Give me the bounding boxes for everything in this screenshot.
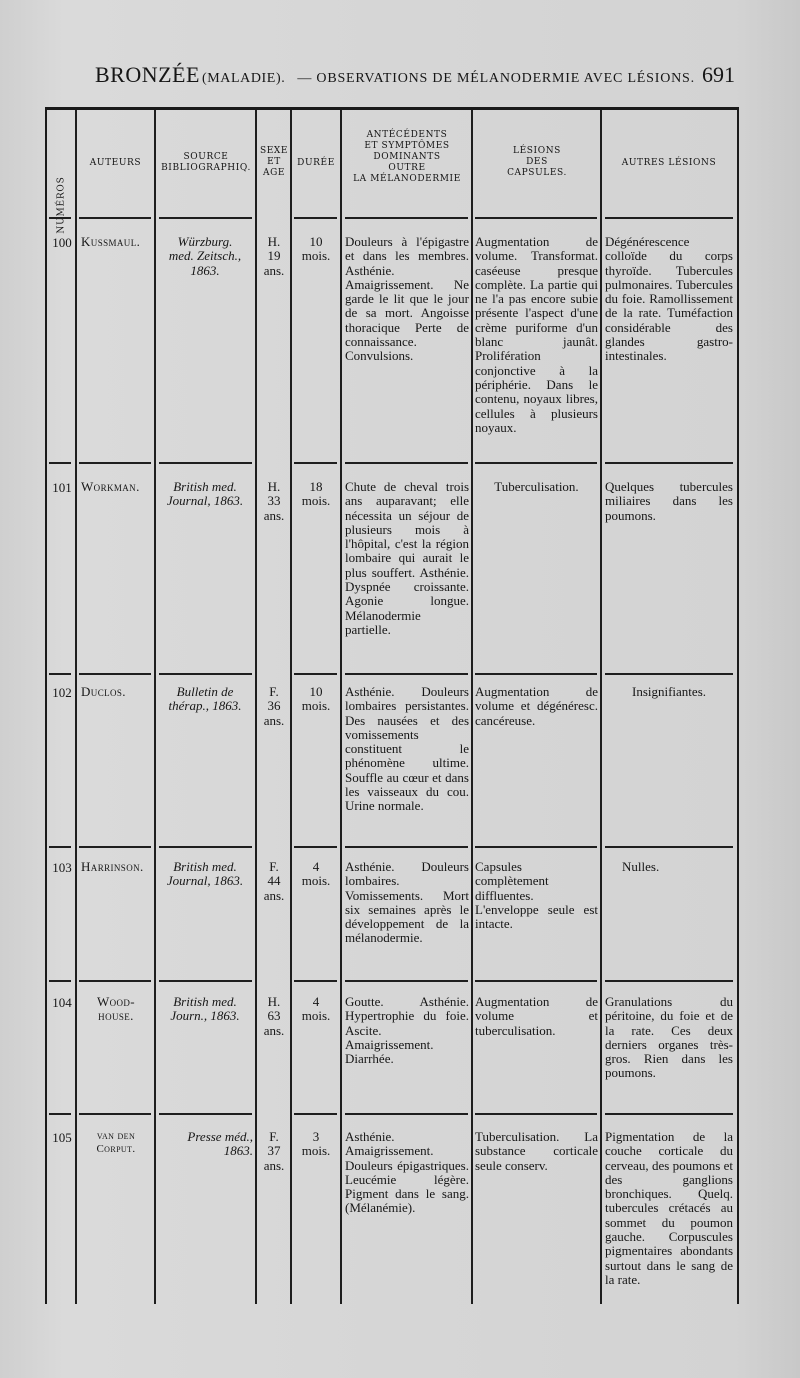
row-source: Würzburg. med. Zeitsch., 1863. (168, 234, 242, 278)
row-sex-age: H. 63 ans. (263, 994, 285, 1038)
row-sex-age: H. 19 ans. (263, 234, 285, 278)
row-source: Presse méd., 1863. (187, 1129, 253, 1159)
row-other-lesions: Quelques tubercules miliaires dans les poumons. (605, 479, 733, 523)
row-sex-age: F. 37 ans. (263, 1129, 285, 1173)
column-header-auteurs: AUTEURS (89, 158, 142, 168)
row-antecedents: Chute de cheval trois ans auparavant; elle nécessita un séjour de plusieurs mois à l'hôpital, c'est la région lombaire qui aurait le plus souffert. Asthénie. Dyspnée croissante. Agonie longue. Mélanodermie partielle. (345, 479, 469, 637)
row-number: 105 (52, 1130, 72, 1145)
row-capsule-lesions: Capsules complètement diffluentes. L'enveloppe seule est intacte. (475, 859, 598, 932)
row-duration: 4 mois. (301, 859, 331, 889)
row-number: 101 (52, 480, 72, 495)
row-author: Workman. (81, 479, 140, 494)
row-antecedents: Douleurs à l'épigastre et dans les membres. Asthénie. Amaigrissement. Ne garde le lit que le jour de sa mort. Angoisse thoracique Perte de connaissance. Convulsions. (345, 234, 469, 364)
row-antecedents: Asthénie. Amaigrissement. Douleurs épigastriques. Leucémie légère. Pigment dans le sang. (Mélanémie). (345, 1129, 469, 1216)
row-sex-age: F. 36 ans. (263, 684, 285, 728)
row-capsule-lesions: Augmentation de volume et dégénéresc. cancéreuse. (475, 684, 598, 728)
row-antecedents: Goutte. Asthénie. Hypertrophie du foie. Ascite. Amaigrissement. Diarrhée. (345, 994, 469, 1067)
row-number: 102 (52, 685, 72, 700)
column-header-sexe-age: SEXE ET AGE (259, 146, 289, 178)
row-other-lesions: Pigmentation de la couche corticale du cerveau, des poumons et des ganglions bronchiques. Quelq. tubercules crétacés au sommet du poumon gauche. Corpuscules pigmentaires abondants surtout dans le sang de la rate. (605, 1129, 733, 1287)
row-duration: 10 mois. (301, 684, 331, 714)
column-divider (340, 110, 342, 1304)
column-header-duree: DURÉE (297, 158, 335, 168)
header-subtitle: — OBSERVATIONS DE MÉLANODERMIE AVEC LÉSIONS. (297, 71, 695, 86)
row-author: Kussmaul. (81, 234, 141, 249)
column-divider (75, 110, 77, 1304)
header-title: BRONZÉE (95, 62, 200, 87)
row-source: Bulletin de thérap., 1863. (168, 684, 242, 714)
page-number: 691 (702, 62, 735, 87)
column-header-numeros: NUMÉROS (57, 176, 68, 234)
column-header-antecedents: ANTÉCÉDENTS ET SYMPTÔMES DOMINANTS OUTRE LA MÉLANODERMIE (353, 130, 461, 184)
row-other-lesions: Dégénérescence colloïde du corps thyroïde. Tubercules pulmonaires. Tubercules du foie. Ramollissement de la rate. Tuméfaction considérable des glandes gastro-intestinales. (605, 234, 733, 364)
row-author: Wood- house. (96, 994, 136, 1024)
row-duration: 10 mois. (301, 234, 331, 264)
row-author: Harrinson. (81, 859, 144, 874)
column-divider (600, 110, 602, 1304)
column-divider (154, 110, 156, 1304)
column-header-lesions: LÉSIONS DES CAPSULES. (507, 146, 567, 178)
row-number: 104 (52, 995, 72, 1010)
row-duration: 18 mois. (301, 479, 331, 509)
row-number: 103 (52, 860, 72, 875)
row-other-lesions: Insignifiantes. (631, 684, 706, 699)
row-author: van den Corput. (96, 1130, 136, 1155)
column-divider (471, 110, 473, 1304)
column-header-autres: AUTRES LÉSIONS (621, 158, 717, 168)
column-header-source: SOURCE BIBLIOGRAPHIQ. (161, 152, 251, 173)
row-source: British med. Journ., 1863. (170, 994, 240, 1024)
row-antecedents: Asthénie. Douleurs lombaires. Vomissements. Mort six semaines après le développement de la mélanodermie. (345, 859, 469, 946)
row-capsule-lesions: Augmentation de volume. Transformat. caséeuse presque complète. La partie qui ne l'a pas encore subie présente l'aspect d'une crème puriforme d'un blanc jaunât. Prolifération conjonctive à la périphérie. Dans le contenu, noyaux libres, cellules à plusieurs noyaux. (475, 234, 598, 435)
row-capsule-lesions: Tuberculisation. (494, 479, 579, 494)
observations-table (45, 107, 739, 1304)
row-sex-age: F. 44 ans. (263, 859, 285, 903)
row-source: British med. Journal, 1863. (166, 859, 244, 889)
row-other-lesions: Granulations du péritoine, du foie et de la rate. Ces deux derniers organes très-gros. Rien dans les poumons. (605, 994, 733, 1081)
row-other-lesions: Nulles. (622, 859, 660, 874)
row-sex-age: H. 33 ans. (263, 479, 285, 523)
running-header (95, 62, 735, 96)
row-number: 100 (52, 235, 72, 250)
row-source: British med. Journal, 1863. (166, 479, 244, 509)
row-duration: 3 mois. (301, 1129, 331, 1159)
row-author: Duclos. (81, 684, 126, 699)
row-capsule-lesions: Augmentation de volume et tuberculisation. (475, 994, 598, 1038)
row-duration: 4 mois. (301, 994, 331, 1024)
header-title-paren: (MALADIE). (201, 71, 286, 86)
row-capsule-lesions: Tuberculisation. La substance corticale seule conserv. (475, 1129, 598, 1173)
row-antecedents: Asthénie. Douleurs lombaires persistantes. Des nausées et des vomissements constituent le phénomène ultime. Souffle au cœur et dans les vaisseaux du cou. Urine normale. (345, 684, 469, 814)
column-divider (255, 110, 257, 1304)
